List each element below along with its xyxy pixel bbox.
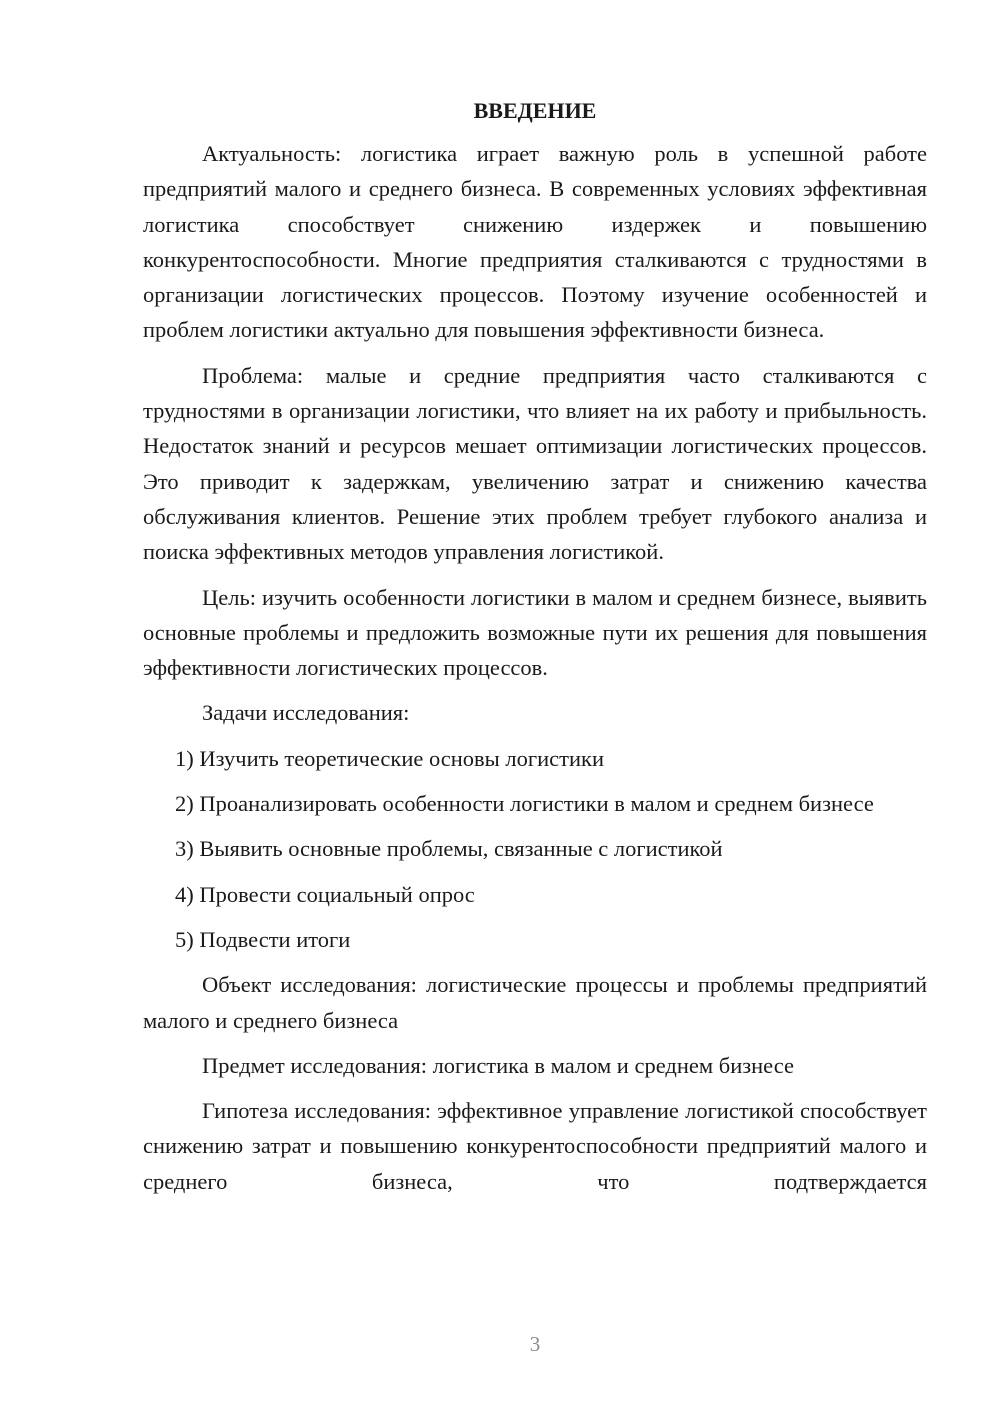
paragraph-goal: Цель: изучить особенности логистики в малом и среднем бизнесе, выявить основные проблемы и предложить возможные пути их решения для повышения эффективности логистических процессов.: [143, 584, 927, 681]
task-item: 5) Подвести итоги: [175, 926, 351, 952]
paragraph-object: Объект исследования: логистические процессы и проблемы предприятий малого и среднего бизнеса: [143, 972, 927, 1033]
task-item: 3) Выявить основные проблемы, связанные с логистикой: [175, 836, 723, 862]
section-title: ВВЕДЕНИЕ: [473, 98, 597, 123]
task-item: 2) Проанализировать особенности логистики в малом и среднем бизнесе: [175, 791, 874, 817]
paragraph-hypothesis: Гипотеза исследования: эффективное управление логистикой способствует снижению затрат и повышению конкурентоспособности предприятий малого и среднего бизнеса, что подтверждается: [143, 1098, 927, 1194]
page-content: [143, 96, 927, 1199]
paragraph-problem: Проблема: малые и средние предприятия часто сталкиваются с трудностями в организации логистики, что влияет на их работу и прибыльность. Недостаток знаний и ресурсов мешает оптимизации логистических процессов. Это приводит к задержкам, увеличению затрат и снижению качества обслуживания клиентов. Решение этих проблем требует глубокого анализа и поиска эффективных методов управления логистикой.: [143, 362, 927, 565]
task-item: 4) Провести социальный опрос: [175, 881, 475, 907]
page-number: 3: [529, 1332, 541, 1356]
paragraph-relevance: Актуальность: логистика играет важную роль в успешной работе предприятий малого и среднего бизнеса. В современных условиях эффективная логистика способствует снижению издержек и повышению конкурентоспособности. Многие предприятия сталкиваются с трудностями в организации логистических процессов. Поэтому изучение особенностей и проблем логистики актуально для повышения эффективности бизнеса.: [143, 141, 927, 343]
tasks-label: Задачи исследования:: [202, 700, 410, 726]
task-item: 1) Изучить теоретические основы логистики: [175, 745, 605, 771]
paragraph-subject: Предмет исследования: логистика в малом и среднем бизнесе: [202, 1052, 794, 1078]
